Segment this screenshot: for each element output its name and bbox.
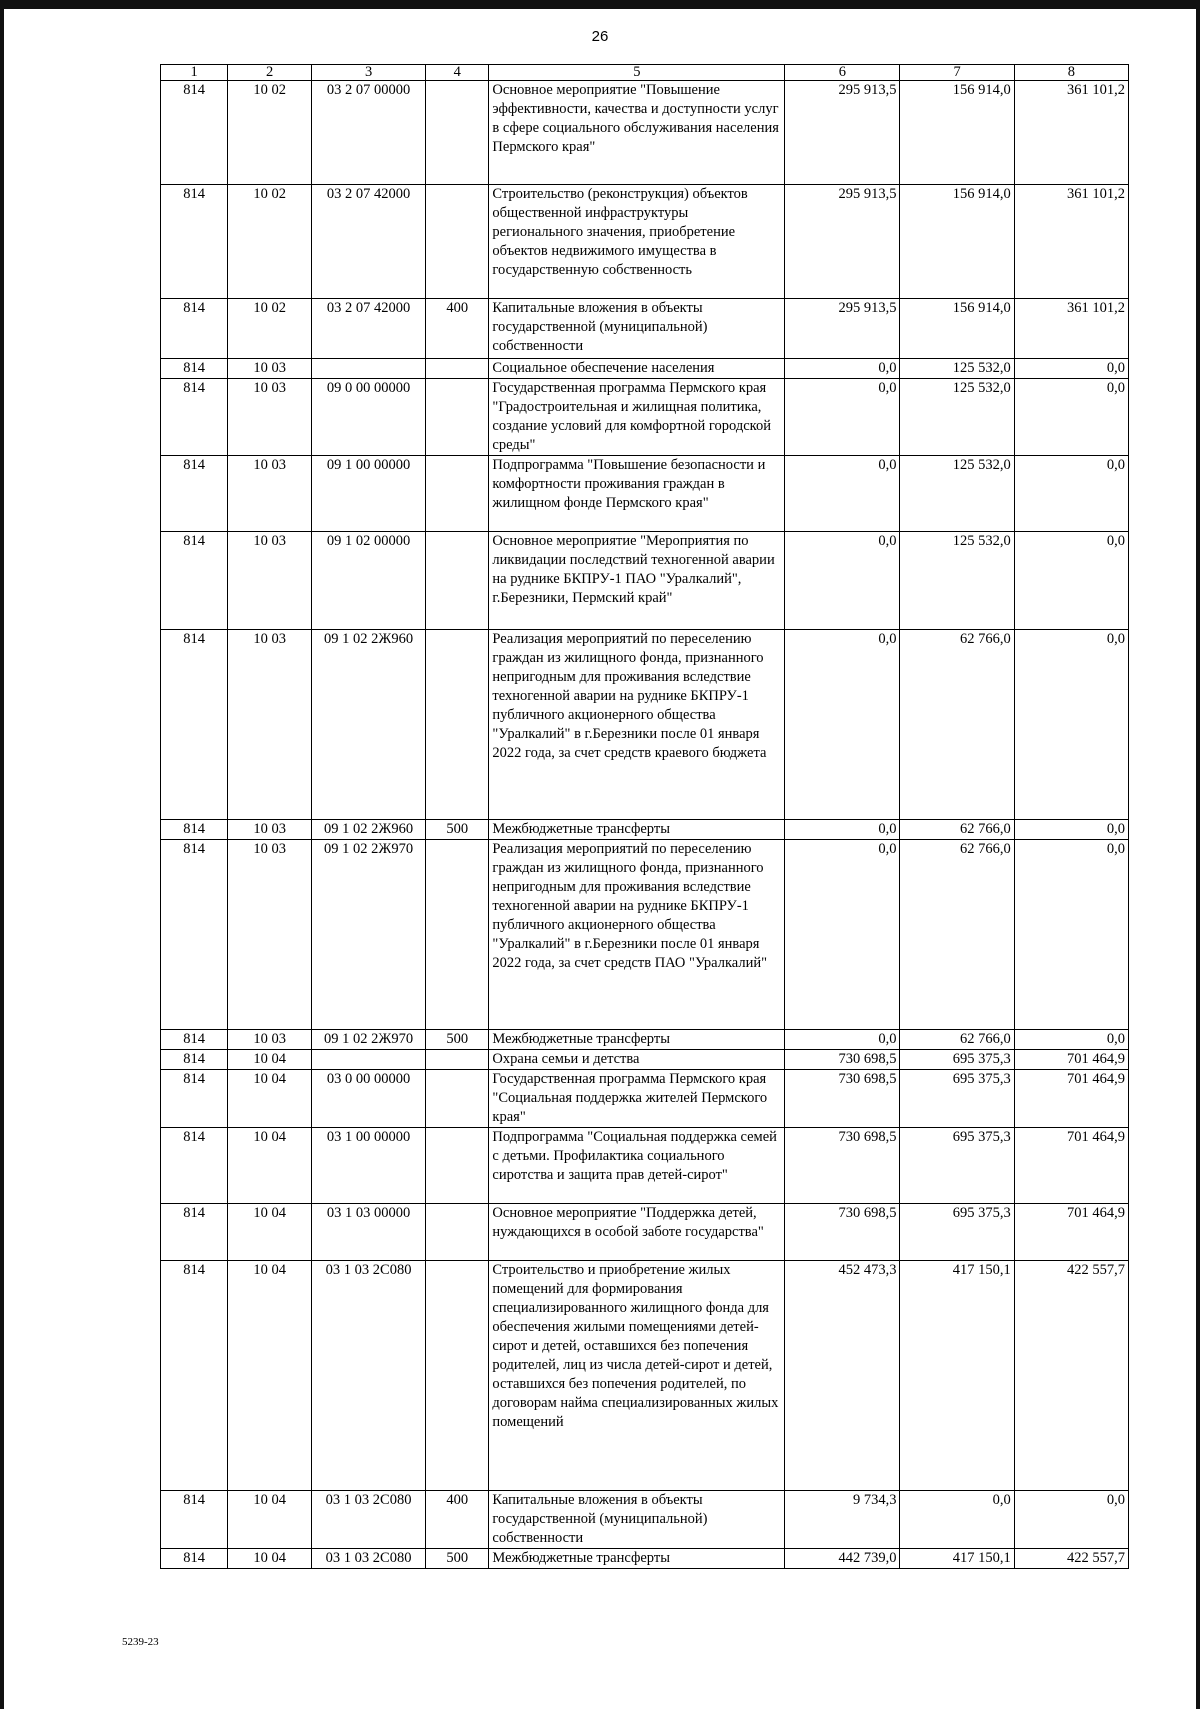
code-admin-cell: 814 — [161, 379, 228, 456]
description-cell: Капитальные вложения в объекты государственной (муниципальной) собственности — [489, 1491, 785, 1549]
amount-2024-cell: 156 914,0 — [900, 185, 1014, 299]
amount-2023-cell: 0,0 — [785, 840, 900, 1030]
target-article-cell: 03 1 00 00000 — [311, 1128, 425, 1204]
expense-type-cell: 500 — [426, 1030, 489, 1050]
amount-2025-cell: 0,0 — [1014, 379, 1128, 456]
amount-2024-cell: 417 150,1 — [900, 1261, 1014, 1491]
column-header: 7 — [900, 65, 1014, 81]
code-admin-cell: 814 — [161, 1491, 228, 1549]
expense-type-cell — [426, 1070, 489, 1128]
expense-type-cell — [426, 1128, 489, 1204]
section-cell: 10 03 — [228, 379, 312, 456]
section-cell: 10 04 — [228, 1261, 312, 1491]
expense-type-cell — [426, 1261, 489, 1491]
table-row — [161, 1128, 1129, 1204]
section-cell: 10 02 — [228, 81, 312, 185]
section-cell: 10 04 — [228, 1549, 312, 1569]
amount-2023-cell: 0,0 — [785, 532, 900, 630]
code-admin-cell: 814 — [161, 820, 228, 840]
expense-type-cell: 500 — [426, 820, 489, 840]
column-header: 4 — [426, 65, 489, 81]
section-cell: 10 03 — [228, 1030, 312, 1050]
description-cell: Государственная программа Пермского края "Социальная поддержка жителей Пермского края" — [489, 1070, 785, 1128]
section-cell: 10 03 — [228, 456, 312, 532]
target-article-cell: 03 2 07 42000 — [311, 299, 425, 359]
target-article-cell: 03 1 03 2С080 — [311, 1491, 425, 1549]
section-cell: 10 03 — [228, 532, 312, 630]
table-row — [161, 840, 1129, 1030]
description-cell: Капитальные вложения в объекты государственной (муниципальной) собственности — [489, 299, 785, 359]
amount-2024-cell: 62 766,0 — [900, 1030, 1014, 1050]
amount-2024-cell: 125 532,0 — [900, 359, 1014, 379]
expense-type-cell: 400 — [426, 299, 489, 359]
amount-2025-cell: 0,0 — [1014, 532, 1128, 630]
section-cell: 10 03 — [228, 840, 312, 1030]
amount-2025-cell: 0,0 — [1014, 359, 1128, 379]
table-row — [161, 81, 1129, 185]
target-article-cell: 09 1 02 2Ж960 — [311, 630, 425, 820]
description-cell: Основное мероприятие "Поддержка детей, нуждающихся в особой заботе государства" — [489, 1204, 785, 1261]
expense-type-cell — [426, 379, 489, 456]
table-row — [161, 1030, 1129, 1050]
section-cell: 10 03 — [228, 630, 312, 820]
amount-2025-cell: 361 101,2 — [1014, 299, 1128, 359]
amount-2023-cell: 295 913,5 — [785, 81, 900, 185]
amount-2023-cell: 0,0 — [785, 359, 900, 379]
expense-type-cell — [426, 630, 489, 820]
description-cell: Социальное обеспечение населения — [489, 359, 785, 379]
section-cell: 10 03 — [228, 359, 312, 379]
amount-2023-cell: 0,0 — [785, 1030, 900, 1050]
table-header-row — [161, 65, 1129, 81]
description-cell: Подпрограмма "Социальная поддержка семей с детьми. Профилактика социального сиротства и защита прав детей-сирот" — [489, 1128, 785, 1204]
target-article-cell: 09 1 00 00000 — [311, 456, 425, 532]
description-cell: Межбюджетные трансферты — [489, 1549, 785, 1569]
code-admin-cell: 814 — [161, 299, 228, 359]
expense-type-cell — [426, 1204, 489, 1261]
target-article-cell: 03 1 03 2С080 — [311, 1261, 425, 1491]
target-article-cell: 09 1 02 2Ж970 — [311, 840, 425, 1030]
amount-2024-cell: 695 375,3 — [900, 1050, 1014, 1070]
column-header: 8 — [1014, 65, 1128, 81]
amount-2025-cell: 0,0 — [1014, 840, 1128, 1030]
amount-2025-cell: 701 464,9 — [1014, 1050, 1128, 1070]
code-admin-cell: 814 — [161, 630, 228, 820]
amount-2025-cell: 361 101,2 — [1014, 81, 1128, 185]
amount-2023-cell: 0,0 — [785, 820, 900, 840]
amount-2024-cell: 156 914,0 — [900, 299, 1014, 359]
table-row — [161, 1204, 1129, 1261]
amount-2023-cell: 295 913,5 — [785, 185, 900, 299]
description-cell: Реализация мероприятий по переселению граждан из жилищного фонда, признанного непригодным для проживания вследствие техногенной аварии на руднике БКПРУ-1 публичного акционерного общества "Уралкалий" в г.Березники после 01 января 2022 года, за счет средств ПАО "Уралкалий" — [489, 840, 785, 1030]
amount-2025-cell: 0,0 — [1014, 820, 1128, 840]
description-cell: Межбюджетные трансферты — [489, 1030, 785, 1050]
expense-type-cell — [426, 81, 489, 185]
amount-2024-cell: 695 375,3 — [900, 1128, 1014, 1204]
amount-2025-cell: 701 464,9 — [1014, 1070, 1128, 1128]
target-article-cell: 03 2 07 42000 — [311, 185, 425, 299]
amount-2025-cell: 0,0 — [1014, 630, 1128, 820]
description-cell: Государственная программа Пермского края "Градостроительная и жилищная политика, создание условий для комфортной городской среды" — [489, 379, 785, 456]
amount-2025-cell: 422 557,7 — [1014, 1549, 1128, 1569]
code-admin-cell: 814 — [161, 1128, 228, 1204]
amount-2023-cell: 0,0 — [785, 379, 900, 456]
amount-2025-cell: 0,0 — [1014, 456, 1128, 532]
expense-type-cell — [426, 185, 489, 299]
table-row — [161, 185, 1129, 299]
amount-2023-cell: 730 698,5 — [785, 1204, 900, 1261]
amount-2025-cell: 361 101,2 — [1014, 185, 1128, 299]
document-code: 5239-23 — [122, 1636, 159, 1648]
section-cell: 10 04 — [228, 1491, 312, 1549]
amount-2023-cell: 442 739,0 — [785, 1549, 900, 1569]
amount-2025-cell: 0,0 — [1014, 1491, 1128, 1549]
description-cell: Основное мероприятие "Мероприятия по ликвидации последствий техногенной аварии на руднике БКПРУ-1 ПАО "Уралкалий", г.Березники, Пермский край" — [489, 532, 785, 630]
code-admin-cell: 814 — [161, 532, 228, 630]
code-admin-cell: 814 — [161, 1261, 228, 1491]
amount-2023-cell: 452 473,3 — [785, 1261, 900, 1491]
target-article-cell — [311, 1050, 425, 1070]
code-admin-cell: 814 — [161, 1070, 228, 1128]
description-cell: Строительство (реконструкция) объектов общественной инфраструктуры регионального значения, приобретение объектов недвижимого имущества в государственную собственность — [489, 185, 785, 299]
section-cell: 10 03 — [228, 820, 312, 840]
code-admin-cell: 814 — [161, 840, 228, 1030]
section-cell: 10 02 — [228, 299, 312, 359]
code-admin-cell: 814 — [161, 81, 228, 185]
code-admin-cell: 814 — [161, 1204, 228, 1261]
amount-2023-cell: 9 734,3 — [785, 1491, 900, 1549]
amount-2023-cell: 0,0 — [785, 630, 900, 820]
table-row — [161, 820, 1129, 840]
target-article-cell — [311, 359, 425, 379]
code-admin-cell: 814 — [161, 1030, 228, 1050]
amount-2024-cell: 417 150,1 — [900, 1549, 1014, 1569]
section-cell: 10 04 — [228, 1050, 312, 1070]
amount-2024-cell: 62 766,0 — [900, 840, 1014, 1030]
amount-2023-cell: 730 698,5 — [785, 1070, 900, 1128]
amount-2025-cell: 0,0 — [1014, 1030, 1128, 1050]
expense-type-cell — [426, 359, 489, 379]
description-cell: Подпрограмма "Повышение безопасности и комфортности проживания граждан в жилищном фонде Пермского края" — [489, 456, 785, 532]
code-admin-cell: 814 — [161, 359, 228, 379]
table-row — [161, 532, 1129, 630]
amount-2024-cell: 62 766,0 — [900, 820, 1014, 840]
column-header: 1 — [161, 65, 228, 81]
table-row — [161, 1050, 1129, 1070]
expense-type-cell: 400 — [426, 1491, 489, 1549]
table-row — [161, 379, 1129, 456]
amount-2023-cell: 730 698,5 — [785, 1050, 900, 1070]
amount-2024-cell: 125 532,0 — [900, 532, 1014, 630]
target-article-cell: 09 1 02 2Ж960 — [311, 820, 425, 840]
section-cell: 10 02 — [228, 185, 312, 299]
amount-2023-cell: 295 913,5 — [785, 299, 900, 359]
table-row — [161, 1261, 1129, 1491]
amount-2025-cell: 422 557,7 — [1014, 1261, 1128, 1491]
amount-2024-cell: 125 532,0 — [900, 456, 1014, 532]
target-article-cell: 09 0 00 00000 — [311, 379, 425, 456]
budget-table — [160, 64, 1129, 1569]
target-article-cell: 03 1 03 2С080 — [311, 1549, 425, 1569]
target-article-cell: 03 1 03 00000 — [311, 1204, 425, 1261]
column-header: 3 — [311, 65, 425, 81]
description-cell: Реализация мероприятий по переселению граждан из жилищного фонда, признанного непригодным для проживания вследствие техногенной аварии на руднике БКПРУ-1 публичного акционерного общества "Уралкалий" в г.Березники после 01 января 2022 года, за счет средств краевого бюджета — [489, 630, 785, 820]
table-row — [161, 456, 1129, 532]
table-row — [161, 299, 1129, 359]
column-header: 5 — [489, 65, 785, 81]
table-row — [161, 1070, 1129, 1128]
amount-2024-cell: 125 532,0 — [900, 379, 1014, 456]
table-row — [161, 1491, 1129, 1549]
amount-2025-cell: 701 464,9 — [1014, 1128, 1128, 1204]
code-admin-cell: 814 — [161, 456, 228, 532]
description-cell: Строительство и приобретение жилых помещений для формирования специализированного жилищного фонда для обеспечения жилыми помещениями детей-сирот и детей, оставшихся без попечения родителей, лиц из числа детей-сирот и детей, оставшихся без попечения родителей, по договорам найма специализированных жилых помещений — [489, 1261, 785, 1491]
amount-2023-cell: 0,0 — [785, 456, 900, 532]
expense-type-cell — [426, 456, 489, 532]
expense-type-cell — [426, 840, 489, 1030]
section-cell: 10 04 — [228, 1128, 312, 1204]
description-cell: Основное мероприятие "Повышение эффективности, качества и доступности услуг в сфере социального обслуживания населения Пермского края" — [489, 81, 785, 185]
amount-2024-cell: 0,0 — [900, 1491, 1014, 1549]
table-row — [161, 359, 1129, 379]
amount-2024-cell: 695 375,3 — [900, 1204, 1014, 1261]
page-number: 26 — [591, 28, 609, 45]
column-header: 6 — [785, 65, 900, 81]
description-cell: Охрана семьи и детства — [489, 1050, 785, 1070]
code-admin-cell: 814 — [161, 1050, 228, 1070]
target-article-cell: 03 2 07 00000 — [311, 81, 425, 185]
table-body — [161, 81, 1129, 1569]
expense-type-cell — [426, 532, 489, 630]
amount-2025-cell: 701 464,9 — [1014, 1204, 1128, 1261]
description-cell: Межбюджетные трансферты — [489, 820, 785, 840]
column-header: 2 — [228, 65, 312, 81]
amount-2024-cell: 62 766,0 — [900, 630, 1014, 820]
code-admin-cell: 814 — [161, 1549, 228, 1569]
amount-2023-cell: 730 698,5 — [785, 1128, 900, 1204]
amount-2024-cell: 156 914,0 — [900, 81, 1014, 185]
table-row — [161, 630, 1129, 820]
target-article-cell: 09 1 02 2Ж970 — [311, 1030, 425, 1050]
expense-type-cell: 500 — [426, 1549, 489, 1569]
amount-2024-cell: 695 375,3 — [900, 1070, 1014, 1128]
expense-type-cell — [426, 1050, 489, 1070]
section-cell: 10 04 — [228, 1204, 312, 1261]
target-article-cell: 09 1 02 00000 — [311, 532, 425, 630]
table-row — [161, 1549, 1129, 1569]
target-article-cell: 03 0 00 00000 — [311, 1070, 425, 1128]
code-admin-cell: 814 — [161, 185, 228, 299]
section-cell: 10 04 — [228, 1070, 312, 1128]
